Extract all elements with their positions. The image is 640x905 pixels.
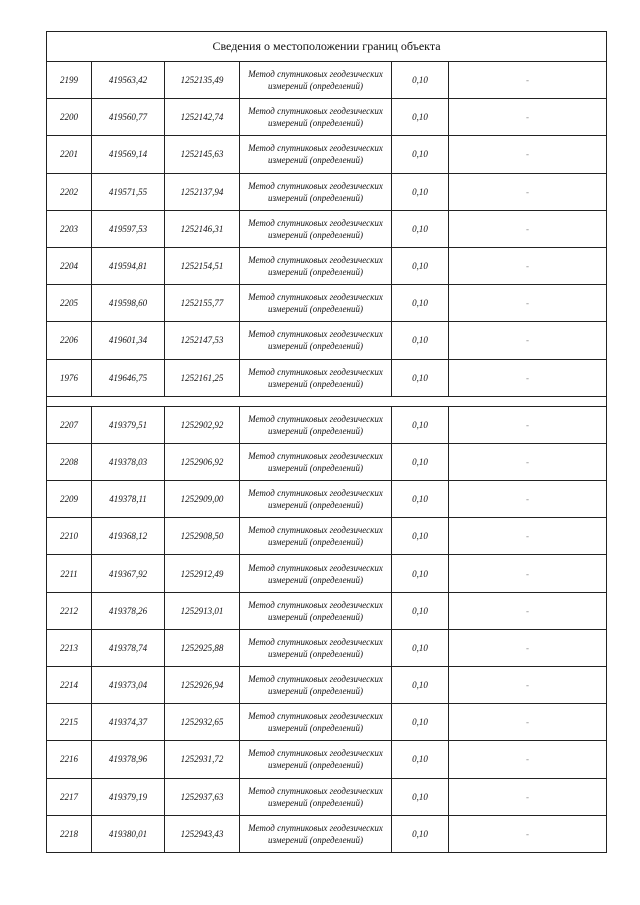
y-coordinate-cell: 1252161,25 xyxy=(165,359,240,396)
x-coordinate-cell: 419379,51 xyxy=(92,406,165,443)
x-coordinate-cell: 419378,96 xyxy=(92,741,165,778)
table-row xyxy=(47,481,607,518)
point-number-cell: 2203 xyxy=(47,210,92,247)
y-coordinate-cell: 1252908,50 xyxy=(165,518,240,555)
note-cell: - xyxy=(449,629,607,666)
method-cell: Метод спутниковых геодезических измерений (определений) xyxy=(240,210,392,247)
point-number-cell: 2199 xyxy=(47,62,92,99)
method-cell: Метод спутниковых геодезических измерений (определений) xyxy=(240,359,392,396)
table-row xyxy=(47,322,607,359)
point-number-cell: 2215 xyxy=(47,704,92,741)
point-number-cell: 2200 xyxy=(47,99,92,136)
point-number-cell: 2205 xyxy=(47,285,92,322)
method-cell: Метод спутниковых геодезических измерений (определений) xyxy=(240,815,392,852)
table-row xyxy=(47,285,607,322)
precision-cell: 0,10 xyxy=(392,322,449,359)
group-separator-cell xyxy=(47,396,607,406)
y-coordinate-cell: 1252137,94 xyxy=(165,173,240,210)
method-cell: Метод спутниковых геодезических измерений (определений) xyxy=(240,136,392,173)
boundary-coordinates-table xyxy=(46,31,607,853)
y-coordinate-cell: 1252912,49 xyxy=(165,555,240,592)
group-separator-row xyxy=(47,396,607,406)
method-cell: Метод спутниковых геодезических измерений (определений) xyxy=(240,173,392,210)
y-coordinate-cell: 1252902,92 xyxy=(165,406,240,443)
table-row xyxy=(47,406,607,443)
point-number-cell: 2201 xyxy=(47,136,92,173)
table-row xyxy=(47,359,607,396)
precision-cell: 0,10 xyxy=(392,285,449,322)
table-row xyxy=(47,62,607,99)
method-cell: Метод спутниковых геодезических измерений (определений) xyxy=(240,778,392,815)
y-coordinate-cell: 1252147,53 xyxy=(165,322,240,359)
y-coordinate-cell: 1252146,31 xyxy=(165,210,240,247)
table-row xyxy=(47,704,607,741)
x-coordinate-cell: 419378,11 xyxy=(92,481,165,518)
x-coordinate-cell: 419571,55 xyxy=(92,173,165,210)
precision-cell: 0,10 xyxy=(392,136,449,173)
method-cell: Метод спутниковых геодезических измерений (определений) xyxy=(240,741,392,778)
method-cell: Метод спутниковых геодезических измерений (определений) xyxy=(240,62,392,99)
y-coordinate-cell: 1252931,72 xyxy=(165,741,240,778)
x-coordinate-cell: 419374,37 xyxy=(92,704,165,741)
table-row xyxy=(47,741,607,778)
table-row xyxy=(47,99,607,136)
y-coordinate-cell: 1252145,63 xyxy=(165,136,240,173)
precision-cell: 0,10 xyxy=(392,555,449,592)
table-row xyxy=(47,778,607,815)
precision-cell: 0,10 xyxy=(392,592,449,629)
x-coordinate-cell: 419373,04 xyxy=(92,667,165,704)
point-number-cell: 2211 xyxy=(47,555,92,592)
x-coordinate-cell: 419594,81 xyxy=(92,247,165,284)
table-row xyxy=(47,136,607,173)
y-coordinate-cell: 1252155,77 xyxy=(165,285,240,322)
point-number-cell: 2209 xyxy=(47,481,92,518)
y-coordinate-cell: 1252913,01 xyxy=(165,592,240,629)
x-coordinate-cell: 419378,03 xyxy=(92,443,165,480)
precision-cell: 0,10 xyxy=(392,359,449,396)
note-cell: - xyxy=(449,322,607,359)
point-number-cell: 2212 xyxy=(47,592,92,629)
precision-cell: 0,10 xyxy=(392,443,449,480)
note-cell: - xyxy=(449,136,607,173)
point-number-cell: 2214 xyxy=(47,667,92,704)
x-coordinate-cell: 419378,74 xyxy=(92,629,165,666)
precision-cell: 0,10 xyxy=(392,62,449,99)
note-cell: - xyxy=(449,481,607,518)
method-cell: Метод спутниковых геодезических измерений (определений) xyxy=(240,322,392,359)
method-cell: Метод спутниковых геодезических измерений (определений) xyxy=(240,555,392,592)
table-row xyxy=(47,815,607,852)
method-cell: Метод спутниковых геодезических измерений (определений) xyxy=(240,99,392,136)
y-coordinate-cell: 1252154,51 xyxy=(165,247,240,284)
note-cell: - xyxy=(449,62,607,99)
x-coordinate-cell: 419563,42 xyxy=(92,62,165,99)
x-coordinate-cell: 419601,34 xyxy=(92,322,165,359)
x-coordinate-cell: 419597,53 xyxy=(92,210,165,247)
table-row xyxy=(47,443,607,480)
y-coordinate-cell: 1252937,63 xyxy=(165,778,240,815)
method-cell: Метод спутниковых геодезических измерений (определений) xyxy=(240,443,392,480)
method-cell: Метод спутниковых геодезических измерений (определений) xyxy=(240,629,392,666)
method-cell: Метод спутниковых геодезических измерений (определений) xyxy=(240,667,392,704)
method-cell: Метод спутниковых геодезических измерений (определений) xyxy=(240,247,392,284)
note-cell: - xyxy=(449,406,607,443)
x-coordinate-cell: 419569,14 xyxy=(92,136,165,173)
table-title: Сведения о местоположении границ объекта xyxy=(47,32,607,62)
precision-cell: 0,10 xyxy=(392,704,449,741)
table-row xyxy=(47,555,607,592)
precision-cell: 0,10 xyxy=(392,481,449,518)
point-number-cell: 2207 xyxy=(47,406,92,443)
point-number-cell: 1976 xyxy=(47,359,92,396)
note-cell: - xyxy=(449,247,607,284)
precision-cell: 0,10 xyxy=(392,518,449,555)
note-cell: - xyxy=(449,210,607,247)
x-coordinate-cell: 419378,26 xyxy=(92,592,165,629)
precision-cell: 0,10 xyxy=(392,629,449,666)
point-number-cell: 2206 xyxy=(47,322,92,359)
precision-cell: 0,10 xyxy=(392,406,449,443)
method-cell: Метод спутниковых геодезических измерений (определений) xyxy=(240,285,392,322)
table-row xyxy=(47,247,607,284)
table-row xyxy=(47,210,607,247)
precision-cell: 0,10 xyxy=(392,99,449,136)
note-cell: - xyxy=(449,778,607,815)
x-coordinate-cell: 419368,12 xyxy=(92,518,165,555)
y-coordinate-cell: 1252925,88 xyxy=(165,629,240,666)
precision-cell: 0,10 xyxy=(392,815,449,852)
method-cell: Метод спутниковых геодезических измерений (определений) xyxy=(240,406,392,443)
note-cell: - xyxy=(449,667,607,704)
x-coordinate-cell: 419560,77 xyxy=(92,99,165,136)
table-row xyxy=(47,173,607,210)
table-row xyxy=(47,592,607,629)
precision-cell: 0,10 xyxy=(392,667,449,704)
table-title-row xyxy=(47,32,607,62)
precision-cell: 0,10 xyxy=(392,741,449,778)
method-cell: Метод спутниковых геодезических измерений (определений) xyxy=(240,481,392,518)
table-row xyxy=(47,518,607,555)
y-coordinate-cell: 1252142,74 xyxy=(165,99,240,136)
table-row xyxy=(47,629,607,666)
x-coordinate-cell: 419598,60 xyxy=(92,285,165,322)
note-cell: - xyxy=(449,173,607,210)
y-coordinate-cell: 1252135,49 xyxy=(165,62,240,99)
point-number-cell: 2210 xyxy=(47,518,92,555)
note-cell: - xyxy=(449,741,607,778)
note-cell: - xyxy=(449,518,607,555)
point-number-cell: 2213 xyxy=(47,629,92,666)
table-row xyxy=(47,667,607,704)
point-number-cell: 2218 xyxy=(47,815,92,852)
note-cell: - xyxy=(449,443,607,480)
x-coordinate-cell: 419367,92 xyxy=(92,555,165,592)
note-cell: - xyxy=(449,285,607,322)
y-coordinate-cell: 1252926,94 xyxy=(165,667,240,704)
note-cell: - xyxy=(449,815,607,852)
x-coordinate-cell: 419379,19 xyxy=(92,778,165,815)
precision-cell: 0,10 xyxy=(392,210,449,247)
method-cell: Метод спутниковых геодезических измерений (определений) xyxy=(240,704,392,741)
y-coordinate-cell: 1252943,43 xyxy=(165,815,240,852)
point-number-cell: 2204 xyxy=(47,247,92,284)
y-coordinate-cell: 1252932,65 xyxy=(165,704,240,741)
x-coordinate-cell: 419646,75 xyxy=(92,359,165,396)
point-number-cell: 2202 xyxy=(47,173,92,210)
note-cell: - xyxy=(449,555,607,592)
point-number-cell: 2217 xyxy=(47,778,92,815)
note-cell: - xyxy=(449,99,607,136)
method-cell: Метод спутниковых геодезических измерений (определений) xyxy=(240,518,392,555)
point-number-cell: 2216 xyxy=(47,741,92,778)
y-coordinate-cell: 1252909,00 xyxy=(165,481,240,518)
x-coordinate-cell: 419380,01 xyxy=(92,815,165,852)
precision-cell: 0,10 xyxy=(392,778,449,815)
precision-cell: 0,10 xyxy=(392,247,449,284)
method-cell: Метод спутниковых геодезических измерений (определений) xyxy=(240,592,392,629)
note-cell: - xyxy=(449,704,607,741)
point-number-cell: 2208 xyxy=(47,443,92,480)
note-cell: - xyxy=(449,359,607,396)
precision-cell: 0,10 xyxy=(392,173,449,210)
y-coordinate-cell: 1252906,92 xyxy=(165,443,240,480)
note-cell: - xyxy=(449,592,607,629)
